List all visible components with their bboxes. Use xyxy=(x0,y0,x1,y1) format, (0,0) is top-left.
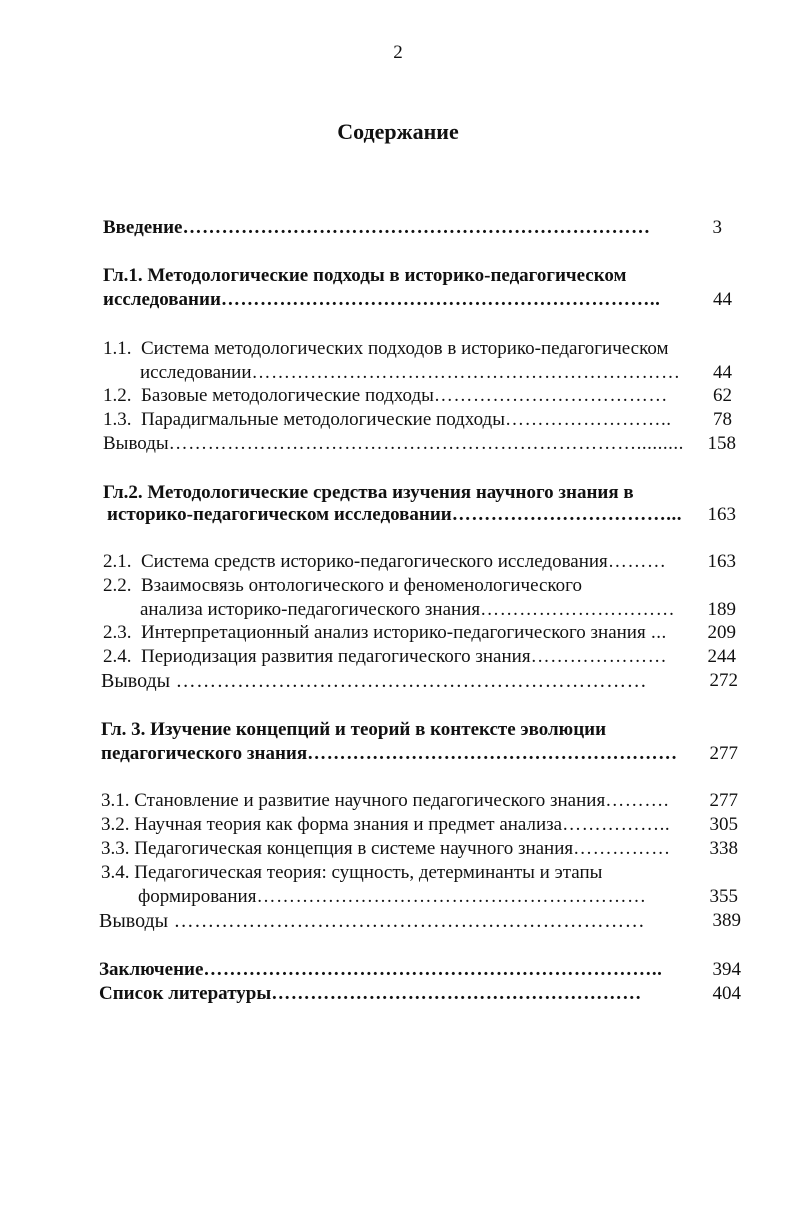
toc-page-number: 338 xyxy=(709,838,738,859)
dot-leader: ……………………………... xyxy=(451,504,682,525)
section-3-1[interactable] xyxy=(101,789,669,813)
toc-page-number: 244 xyxy=(707,646,736,667)
dot-leader: ………………… xyxy=(530,646,668,667)
section-3-2[interactable] xyxy=(101,813,670,837)
section-3-4-line-2[interactable] xyxy=(138,885,646,909)
toc-page-number: 44 xyxy=(713,362,732,383)
chapter-2-title-line-2[interactable] xyxy=(107,503,682,527)
toc-entry-label: Система средств историко-педагогического исследования xyxy=(141,551,608,572)
dot-leader: …………… xyxy=(573,838,671,859)
chapter-3-title-line-1[interactable]: Гл. 3. Изучение концепций и теорий в контексте эволюции xyxy=(101,719,607,740)
toc-entry-label: Выводы xyxy=(101,670,171,692)
section-number: 3.4. xyxy=(101,862,130,883)
chapter-1-title-line-2[interactable] xyxy=(103,288,660,312)
dot-leader: …………………………………………………… xyxy=(256,886,647,907)
toc-entry-label: анализа историко-педагогического знания xyxy=(140,599,481,620)
dot-leader: ……………………………… xyxy=(433,385,668,406)
section-1-1-line-1[interactable] xyxy=(103,337,669,361)
section-number: 1.3. xyxy=(103,409,132,430)
toc-entry-label: Интерпретационный анализ историко-педагогического знания xyxy=(141,622,646,643)
section-1-1-line-2[interactable] xyxy=(140,361,681,385)
toc-entry-label: педагогического знания xyxy=(101,743,308,764)
dot-leader: ……………………………………………………………… xyxy=(182,217,651,238)
section-2-2-line-2[interactable] xyxy=(140,598,675,622)
toc-entry-label: историко-педагогическом исследовании xyxy=(107,504,452,525)
dot-leader: ………………………………………………………………......... xyxy=(168,433,684,454)
section-number: 2.1. xyxy=(103,551,132,572)
dot-leader: ………………………………………………… xyxy=(271,983,642,1004)
toc-page-number: 3 xyxy=(712,217,722,238)
toc-page-number: 277 xyxy=(709,790,738,811)
section-2-3[interactable] xyxy=(103,621,667,645)
toc-entry-label: Выводы xyxy=(103,433,169,454)
toc-page-number: 389 xyxy=(712,910,741,931)
toc-page-number: 78 xyxy=(713,409,732,430)
section-number: 2.3. xyxy=(103,622,132,643)
toc-entry-label: Научная теория как форма знания и предмет анализа xyxy=(134,814,563,835)
toc-entry-label: Педагогическая теория: сущность, детерминанты и этапы xyxy=(134,862,603,883)
toc-entry-intro[interactable] xyxy=(103,216,651,240)
dot-leader: ... xyxy=(645,622,667,643)
toc-entry-label: исследовании xyxy=(103,289,221,310)
chapter-3-conclusions[interactable] xyxy=(99,909,645,933)
toc-entry-label: Введение xyxy=(103,217,183,238)
toc-entry-conclusion[interactable] xyxy=(99,958,662,982)
toc-entry-label: Базовые методологические подходы xyxy=(141,385,434,406)
chapter-3-title-line-2[interactable] xyxy=(101,742,678,766)
section-number: 3.2. xyxy=(101,814,130,835)
chapter-1-title-line-1[interactable]: Гл.1. Методологические подходы в историко-педагогическом xyxy=(103,265,627,286)
toc-entry-label: Список литературы xyxy=(99,983,272,1004)
toc-entry-label: Периодизация развития педагогического знания xyxy=(141,646,531,667)
toc-page-number: 209 xyxy=(707,622,736,643)
toc-entry-label: Заключение xyxy=(99,959,204,980)
section-number: 3.1. xyxy=(101,790,130,811)
dot-leader: …………………………………………………………….. xyxy=(203,959,663,980)
chapter-2-title-line-1[interactable]: Гл.2. Методологические средства изучения научного знания в xyxy=(103,482,634,503)
section-1-3[interactable] xyxy=(103,408,671,432)
page-title: Содержание xyxy=(337,119,459,144)
chapter-1-conclusions[interactable] xyxy=(103,432,684,456)
toc-page-number: 355 xyxy=(709,886,738,907)
dot-leader: …………….. xyxy=(562,814,671,835)
toc-entry-label: формирования xyxy=(138,886,257,907)
toc-page-number: 272 xyxy=(709,670,738,691)
toc-page-number: 394 xyxy=(712,959,741,980)
section-3-3[interactable] xyxy=(101,837,671,861)
toc-entry-label: Парадигмальные методологические подходы xyxy=(141,409,505,430)
dot-leader: ………………………………………………………… xyxy=(251,362,681,383)
dot-leader: …………………….. xyxy=(504,409,672,430)
toc-page-number: 305 xyxy=(709,814,738,835)
section-number: 2.4. xyxy=(103,646,132,667)
toc-entry-label: Педагогическая концепция в системе научного знания xyxy=(134,838,574,859)
toc-page-number: 277 xyxy=(709,743,738,764)
dot-leader: ………………………… xyxy=(480,599,676,620)
toc-entry-label: Система методологических подходов в историко-педагогическом xyxy=(141,338,669,359)
dot-leader: ………………………………………………… xyxy=(307,743,678,764)
toc-page-number: 158 xyxy=(707,433,736,454)
dot-leader: ……… xyxy=(607,551,667,572)
toc-page-number: 404 xyxy=(712,983,741,1004)
page-number: 2 xyxy=(393,42,403,63)
toc-entry-label: Становление и развитие научного педагогического знания xyxy=(134,790,606,811)
dot-leader: …………………………………………………………… xyxy=(168,910,646,932)
section-number: 1.2. xyxy=(103,385,132,406)
section-number: 1.1. xyxy=(103,338,132,359)
toc-entry-label: исследовании xyxy=(140,362,252,383)
toc-entry-bibliography[interactable] xyxy=(99,982,642,1006)
dot-leader: ………. xyxy=(605,790,669,811)
section-2-4[interactable] xyxy=(103,645,667,669)
section-2-1[interactable] xyxy=(103,550,666,574)
section-3-4-line-1[interactable] xyxy=(101,861,602,885)
dot-leader: …………………………………………………………… xyxy=(170,670,648,692)
toc-page-number: 44 xyxy=(713,289,732,310)
toc-entry-label: Выводы xyxy=(99,910,169,932)
chapter-2-conclusions[interactable] xyxy=(101,669,647,693)
dot-leader: ………………………………………………………….. xyxy=(220,289,661,310)
toc-page-number: 163 xyxy=(707,504,736,525)
section-1-2[interactable] xyxy=(103,384,668,408)
section-number: 3.3. xyxy=(101,838,130,859)
section-2-2-line-1[interactable] xyxy=(103,574,582,598)
toc-page-number: 163 xyxy=(707,551,736,572)
toc-page-number: 189 xyxy=(707,599,736,620)
section-number: 2.2. xyxy=(103,575,132,596)
toc-page-number: 62 xyxy=(713,385,732,406)
toc-entry-label: Взаимосвязь онтологического и феноменологического xyxy=(141,575,582,596)
